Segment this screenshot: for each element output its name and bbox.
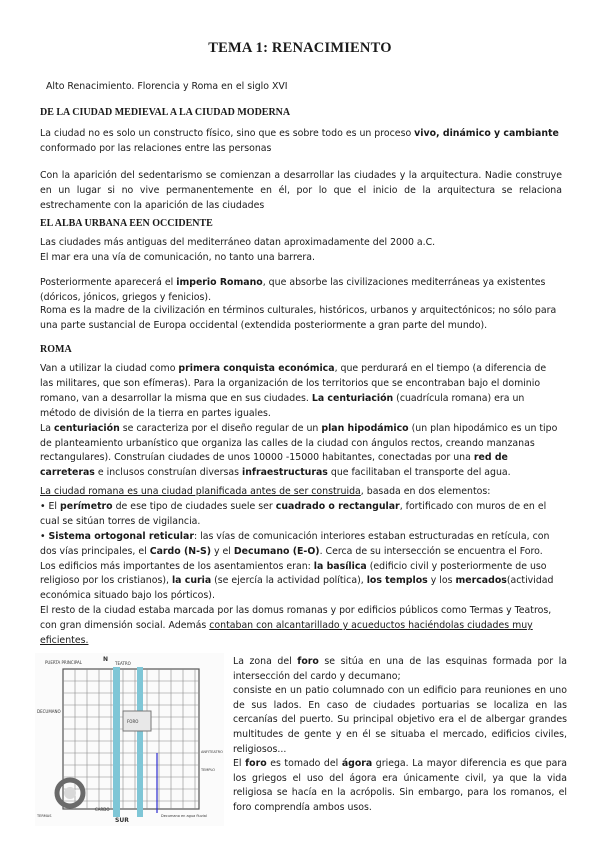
paragraph-imperio-romano <box>40 275 562 305</box>
bold-text: infraestructuras <box>242 467 328 479</box>
bold-text: perímetro <box>60 500 113 512</box>
bold-text: primera conquista económica <box>178 363 335 374</box>
map-label-south: SUR <box>115 817 129 824</box>
text: • <box>40 530 49 542</box>
bold-text: centuriación <box>53 422 120 434</box>
map-legend-text: Decumano en agua fluvial <box>161 814 207 818</box>
page-title: TEMA 1: RENACIMIENTO <box>208 40 392 56</box>
paragraph-roma-madre: Roma es la madre de la civilización en términos culturales, históricos, urbanos y arquitectónicos; no sólo para una parte sustancial de Europa occidental (extendida posteriormente a gran parte del mundo). <box>40 305 557 332</box>
bold-text: la curia <box>171 575 212 587</box>
text: conformado por las relaciones entre las personas <box>40 143 272 155</box>
text: El resto de la ciudad estaba marcada por las domus romanas y por edificios públicos como Termas y Teatros, con gran dimensión social. Además <box>40 605 552 632</box>
text: que facilitaban el transporte del agua. <box>327 467 511 479</box>
bold-text: plan hipodámico <box>321 422 409 434</box>
text: . Cerca de su intersección se encuentra el Foro. <box>319 545 543 557</box>
text: y los <box>427 575 456 587</box>
bold-text: red de carreteras <box>40 452 508 479</box>
text: (actividad económica situado bajo los pórticos). <box>40 575 554 602</box>
map-label-north: N <box>103 656 109 663</box>
paragraph-ciudades-antiguas: Las ciudades más antiguas del mediterráneo datan aproximadamente del 2000 a.C. <box>40 237 436 248</box>
map-label-top-left: PUERTA PRINCIPAL <box>45 660 82 665</box>
text: , que absorbe las civilizaciones mediterráneas ya existentes (dóricos, jónicos, griegos y fenicios). <box>40 277 546 304</box>
text: Los edificios más importantes de los asentamientos eran: <box>40 560 314 572</box>
bold-text: foro <box>245 758 267 770</box>
text: de ese tipo de ciudades suele ser <box>112 500 276 512</box>
text: (se ejercía la actividad política), <box>211 575 367 587</box>
paragraph-ciudad-proceso <box>40 126 562 156</box>
roman-city-map <box>35 653 224 826</box>
text: , basada en dos elementos: <box>360 486 491 497</box>
map-label-decumano: DECUMANO <box>37 709 61 714</box>
paragraph-mar: El mar era una vía de comunicación, no tanto una barrera. <box>40 252 315 263</box>
text: : las vías de comunicación interiores estaban estructuradas en retícula, con dos vías principales, el <box>40 530 550 557</box>
cardo-secondary-water <box>137 667 143 817</box>
bold-text: Cardo (N-S) <box>149 545 212 557</box>
text: (un plan hipodámico es un tipo de planteamiento urbanístico que organiza las calles de la ciudad con ángulos rectos, creando manzanas rectangulares). Construían ciudades de unos 10000 -15000 habitantes, conectadas por una <box>40 422 558 464</box>
map-label-anfiteatro: ANFITEATRO <box>201 750 223 754</box>
text: se sitúa en una de las esquinas formada por la intersección del cardo y decumano; <box>233 656 567 682</box>
map-label-templo: TEMPLO <box>201 768 216 772</box>
text: griega. La mayor diferencia es que para los griegos el uso del ágora era únicamente civil, ya que la vida religiosa se hacía en la acrópolis. Sin embargo, para los romanos, el foro comprendía ambos usos. <box>233 758 567 813</box>
map-label-foro: FORO <box>127 719 139 724</box>
text: • El <box>40 500 61 512</box>
text: e inclusos construían diversas <box>94 467 242 479</box>
bold-text: Decumano (E-O) <box>233 545 320 557</box>
page-subtitle: Alto Renacimiento. Florencia y Roma en el siglo XVI <box>46 81 288 92</box>
section-heading-alba-urbana: EL ALBA URBANA EEN OCCIDENTE <box>40 218 213 229</box>
text: se caracteriza por el diseño regular de un <box>119 422 322 434</box>
paragraph-roma-centuriacion <box>40 362 562 481</box>
map-label-teatro: TEATRO <box>115 661 131 666</box>
bold-text: imperio Romano <box>176 277 263 288</box>
text: y el <box>211 545 234 557</box>
text: Posteriormente aparecerá el <box>40 277 177 288</box>
text: consiste en un patio columnado con un edificio para reuniones en uno de sus lados. En caso de ciudades portuarias se localiza en las cercanías del puerto. Su principal objetivo era el de albergar grandes multitudes de gente y en él se situaba el mercado, edificios civiles, religiosos... <box>233 685 567 755</box>
underlined-text: contaban con alcantarillado y acueductos haciéndolas ciudades muy eficientes. <box>40 620 533 647</box>
text: (edificio civil y posteriormente de uso religioso por los cristianos), <box>40 560 547 587</box>
bold-text: ágora <box>341 758 373 770</box>
bold-text: vivo, dinámico y cambiante <box>414 128 559 139</box>
section-heading-roma: ROMA <box>40 344 72 355</box>
text: Van a utilizar la ciudad como <box>40 363 179 374</box>
text: La ciudad no es solo un constructo físico, sino que es sobre todo es un proceso <box>40 128 415 139</box>
text: (cuadrícula romana) era un método de división de la tierra en partes iguales. <box>40 392 525 419</box>
text: es tomado del <box>266 758 342 770</box>
bold-text: foro <box>297 656 319 667</box>
text: , que perdurará en el tiempo (a diferencia de las militares, que son efímeras). Para la organización de los territorios que se encontraban bajo el dominio romano, van a desarrollar la misma que en sus ciudades. <box>40 363 547 404</box>
section-heading-ciudad-moderna: DE LA CIUDAD MEDIEVAL A LA CIUDAD MODERNA <box>40 107 291 118</box>
cardo-water <box>113 667 120 817</box>
map-label-termas: TERMAS <box>37 814 52 818</box>
bold-text: cuadrado o rectangular <box>275 500 400 512</box>
text: La zona del <box>233 656 298 667</box>
bold-text: la basílica <box>313 560 367 572</box>
text: El <box>233 758 246 770</box>
paragraph-ciudad-planificada <box>40 485 562 649</box>
anfiteatro-arena <box>64 787 76 799</box>
bold-text: los templos <box>366 575 428 587</box>
paragraph-sedentarismo: Con la aparición del sedentarismo se comienzan a desarrollar las ciudades y la arquitectura. Nadie construye en un lugar si no vive permanentemente en él, por lo que el inicio de la arquitectura se relaciona estrechamente con la aparición de las ciudades <box>40 170 562 212</box>
text: , fortificado con muros de en el cual se sitúan torres de vigilancia. <box>40 500 547 527</box>
text: La <box>40 422 54 434</box>
bold-text: mercados <box>455 575 507 587</box>
underlined-text: La ciudad romana es una ciudad planificada antes de ser construida <box>40 486 361 497</box>
paragraph-foro <box>233 655 567 816</box>
bold-text: La centuriación <box>311 392 394 404</box>
map-label-cardo: CARDO <box>95 807 110 812</box>
bold-text: Sistema ortogonal reticular <box>48 530 194 542</box>
